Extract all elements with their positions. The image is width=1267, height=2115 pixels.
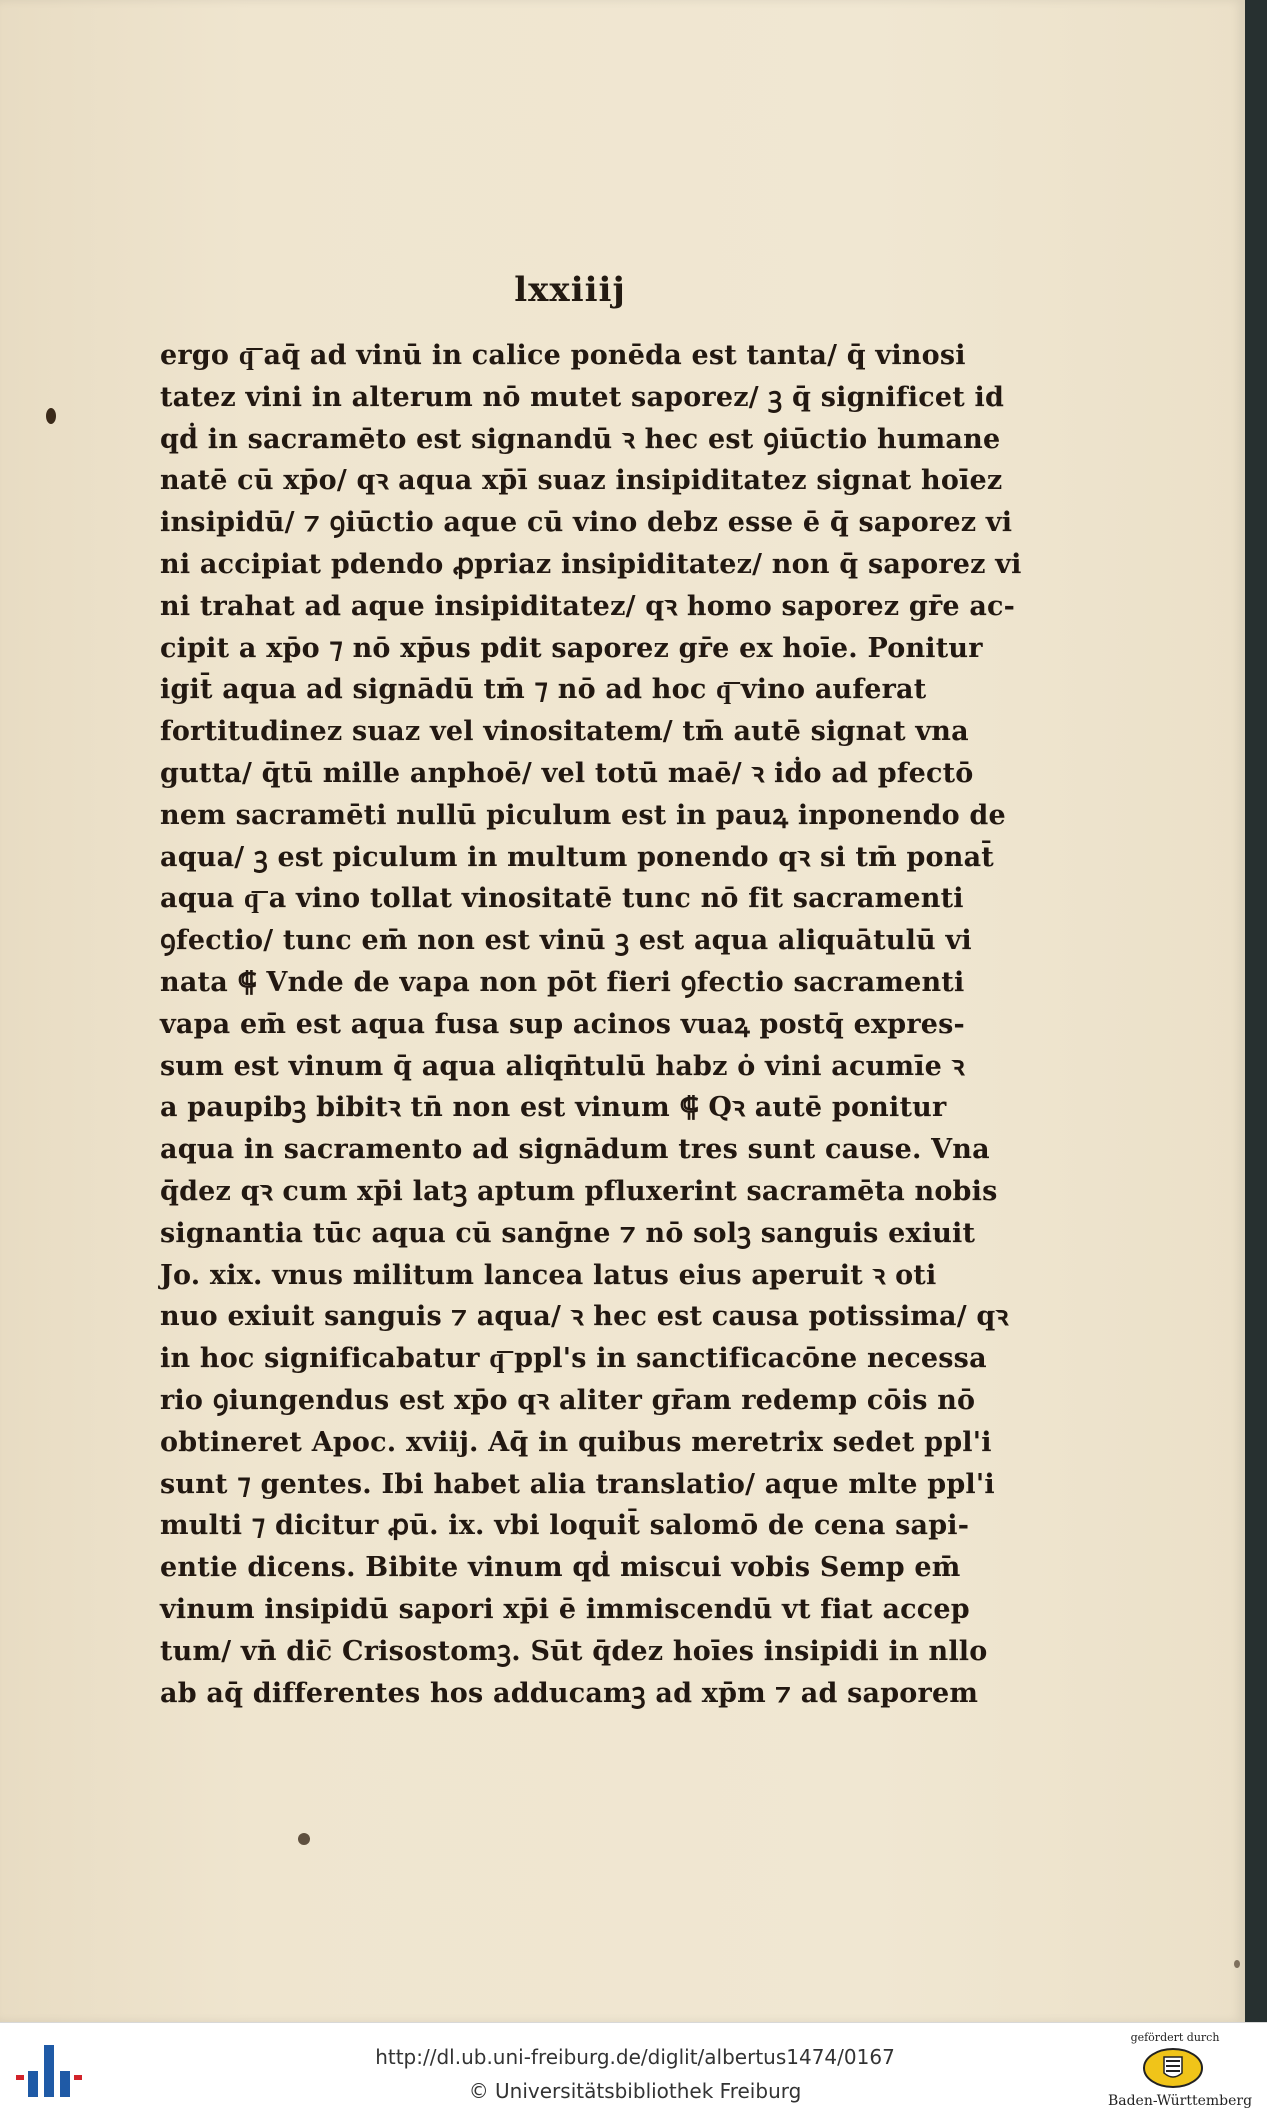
text-line: qḋ in sacramēto est signandū ꝛ hec est ꝯiūctio humane [160, 423, 1001, 455]
copyright-text: © Universitätsbibliothek Freiburg [468, 2079, 802, 2103]
ub-freiburg-logo-icon[interactable] [14, 2037, 84, 2103]
ink-blot [298, 1833, 310, 1845]
text-line: entie dicens. Bibite vinum qḋ miscui vobis Semp em̄ [160, 1552, 961, 1584]
text-line: a paupibꝫ bibitꝛ tn̄ non est vinum ⸿ Qꝛ autē ponitur [160, 1092, 947, 1124]
ink-blot [46, 408, 56, 424]
page-edge [1245, 0, 1267, 2022]
text-line: ni accipiat pdendo ꝓpriaz insipiditatez/ non q̄ saporez vi [160, 548, 1022, 580]
text-line: in hoc significabatur q͞ ppl's in sanctificacōne necessa [160, 1343, 987, 1375]
text-line: aqua/ ꝫ est piculum in multum ponendo qꝛ si tm̄ ponat̄ [160, 841, 994, 873]
text-line: vapa em̄ est aqua fusa sup acinos vuaꝝ postq̄ expres- [160, 1008, 965, 1040]
text-line: igit̄ aqua ad signādū tm̄ ⁊ nō ad hoc q͞ vino auferat [160, 674, 927, 706]
footer-bar [0, 2022, 1267, 2115]
text-line: insipidū/ ⁊ ꝯiūctio aque cū vino debz esse ē q̄ saporez vi [160, 507, 1013, 539]
text-line: fortitudinez suaz vel vinositatem/ tm̄ autē signat vna [160, 716, 969, 748]
text-line: gutta/ q̄tū mille anphoē/ vel totū maē/ ꝛ iḋo ad pfectō [160, 757, 974, 789]
text-line: nuo exiuit sanguis ⁊ aqua/ ꝛ hec est causa potissima/ qꝛ [160, 1301, 1009, 1333]
text-block [160, 335, 1022, 1714]
text-line: ergo q͞ aq̄ ad vinū in calice ponēda est tanta/ q̄ vinosi [160, 340, 966, 371]
text-line: ꝯfectio/ tunc em̄ non est vinū ꝫ est aqua aliquātulū vi [160, 925, 972, 957]
text-line: natē cū xp̄o/ qꝛ aqua xp̄ī suaz insipiditatez signat hoīez [160, 465, 1003, 497]
text-line: tum/ vn̄ dic̄ Crisostomꝫ. Sūt q̄dez hoīes insipidi in nllo [160, 1635, 988, 1667]
text-line: signantia tūc aqua cū sanḡne ⁊ nō solꝫ sanguis exiuit [160, 1217, 976, 1249]
baden-wuerttemberg-crest-icon [1142, 2047, 1204, 2089]
sponsor-caption: gefördert durch [1130, 2031, 1220, 2044]
text-line: sunt ⁊ gentes. Ibi habet alia translatio/ aque mlte ppl'i [160, 1468, 995, 1500]
text-line: aqua in sacramento ad signādum tres sunt cause. Vna [160, 1134, 990, 1166]
text-line: nata ⸿ Vnde de vapa non pōt fieri ꝯfectio sacramenti [160, 966, 965, 998]
permalink-url[interactable]: http://dl.ub.uni-freiburg.de/diglit/albertus1474/0167 [375, 2045, 895, 2069]
text-line: Jo. xix. vnus militum lancea latus eius aperuit ꝛ oti [160, 1259, 937, 1291]
text-line: multi ⁊ dicitur ꝓū. ix. vbi loquit̄ salomō de cena sapi- [160, 1510, 970, 1542]
folio-number: lxxiiij [514, 270, 626, 310]
sponsor-name: Baden-Württemberg [1107, 2093, 1253, 2109]
text-line: tatez vini in alterum nō mutet saporez/ ꝫ q̄ significet id [160, 381, 1005, 413]
text-line: ab aq̄ differentes hos adducamꝫ ad xp̄m ⁊ ad saporem [160, 1677, 979, 1709]
text-line: aqua q͞ a vino tollat vinositatē tunc nō fit sacramenti [160, 883, 964, 915]
text-line: vinum insipidū sapori xp̄i ē immiscendū vt fiat accep [160, 1593, 970, 1625]
text-line: q̄dez qꝛ cum xp̄i latꝫ aptum pfluxerint sacramēta nobis [160, 1175, 998, 1207]
text-line: sum est vinum q̄ aqua aliqn̄tulū habz ȯ vini acumīe ꝛ [160, 1050, 965, 1082]
text-line: ni trahat ad aque insipiditatez/ qꝛ homo saporez gr̄e ac- [160, 590, 1016, 622]
text-line: obtineret Apoc. xviij. Aq̄ in quibus meretrix sedet ppl'i [160, 1426, 992, 1458]
text-line: nem sacramēti nullū piculum est in pauꝝ inponendo de [160, 799, 1006, 831]
ink-blot [1234, 1960, 1240, 1968]
text-line: cipit a xp̄o ⁊ nō xp̄us pdit saporez gr̄e ex hoīe. Ponitur [160, 632, 983, 664]
text-line: rio ꝯiungendus est xp̄o qꝛ aliter gr̄am redemp cōis nō [160, 1384, 976, 1416]
